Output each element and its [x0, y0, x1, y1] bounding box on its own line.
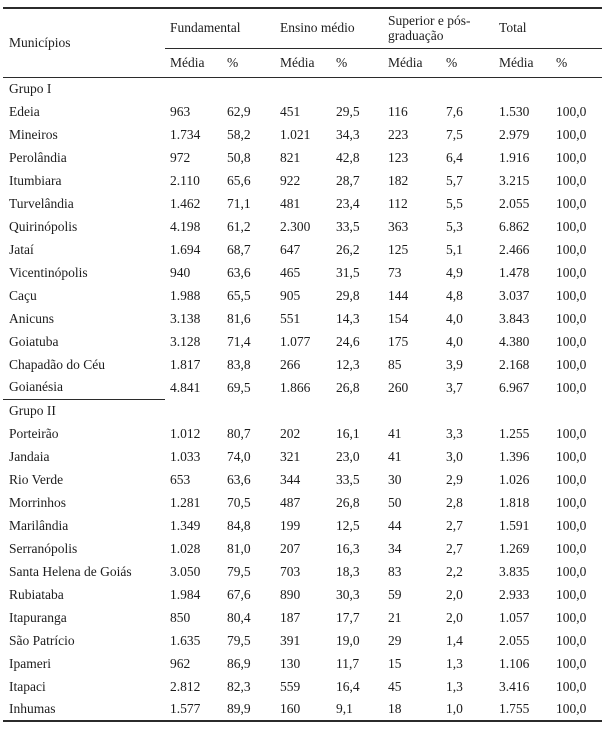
col-group-ensino-medio: Ensino médio	[275, 8, 383, 48]
media-value-cell: 41	[388, 425, 402, 441]
media-value-cell: 1.012	[170, 425, 201, 441]
media-value-cell: 890	[280, 586, 301, 602]
pct-value-cell: 29,5	[336, 103, 360, 119]
pct-value-cell: 65,6	[227, 172, 251, 188]
col-group-total: Total	[494, 8, 602, 48]
pct-value-cell: 2,9	[446, 471, 463, 487]
media-value-cell: 123	[388, 149, 409, 165]
pct-value-cell: 2,8	[446, 494, 463, 510]
pct-value-cell: 89,9	[227, 701, 251, 716]
media-value-cell: 260	[388, 379, 409, 395]
table-row	[3, 583, 602, 606]
subheader-pct: %	[222, 48, 275, 77]
media-value-cell: 1.281	[170, 494, 201, 510]
media-value-cell: 2.055	[499, 195, 530, 211]
media-value-cell: 160	[280, 701, 301, 716]
media-value-cell: 487	[280, 494, 301, 510]
media-value-cell: 3.843	[499, 310, 530, 326]
pct-value-cell: 86,9	[227, 655, 251, 671]
media-value-cell: 1.462	[170, 195, 201, 211]
media-value-cell: 3.215	[499, 172, 530, 188]
media-value-cell: 223	[388, 126, 409, 142]
media-value-cell: 1.694	[170, 241, 201, 257]
pct-value-cell: 5,3	[446, 218, 463, 234]
pct-value-cell: 71,4	[227, 333, 251, 349]
pct-value-cell: 100,0	[556, 609, 587, 625]
pct-value-cell: 100,0	[556, 126, 587, 142]
media-value-cell: 3.050	[170, 563, 201, 579]
pct-value-cell: 61,2	[227, 218, 251, 234]
pct-value-cell: 23,4	[336, 195, 360, 211]
pct-value-cell: 84,8	[227, 517, 251, 533]
media-value-cell: 1.033	[170, 448, 201, 464]
pct-value-cell: 26,8	[336, 494, 360, 510]
media-value-cell: 391	[280, 632, 301, 648]
pct-value-cell: 100,0	[556, 149, 587, 165]
municipio-cell: Mineiros	[9, 126, 58, 142]
municipio-cell: Itapuranga	[9, 609, 67, 625]
table-header	[3, 8, 602, 77]
table-row	[3, 629, 602, 652]
media-value-cell: 85	[388, 356, 402, 372]
media-value-cell: 50	[388, 494, 402, 510]
table-row	[3, 353, 602, 376]
media-value-cell: 154	[388, 310, 409, 326]
table-row	[3, 215, 602, 238]
pct-value-cell: 1,0	[446, 701, 463, 716]
pct-value-cell: 4,0	[446, 333, 463, 349]
pct-value-cell: 2,2	[446, 563, 463, 579]
media-value-cell: 2.300	[280, 218, 311, 234]
pct-value-cell: 100,0	[556, 103, 587, 119]
media-value-cell: 3.835	[499, 563, 530, 579]
municipio-cell: Rio Verde	[9, 471, 64, 487]
table-row	[3, 169, 602, 192]
municipio-cell: Ipameri	[9, 655, 51, 671]
media-value-cell: 905	[280, 287, 301, 303]
media-value-cell: 1.988	[170, 287, 201, 303]
municipio-cell: Serranópolis	[9, 540, 78, 556]
media-value-cell: 1.577	[170, 701, 201, 716]
pct-value-cell: 42,8	[336, 149, 360, 165]
pct-value-cell: 100,0	[556, 172, 587, 188]
table-row	[3, 123, 602, 146]
media-value-cell: 45	[388, 678, 402, 694]
pct-value-cell: 58,2	[227, 126, 251, 142]
pct-value-cell: 7,5	[446, 126, 463, 142]
table-body	[3, 77, 602, 721]
media-value-cell: 1.028	[170, 540, 201, 556]
pct-value-cell: 16,1	[336, 425, 360, 441]
media-value-cell: 465	[280, 264, 301, 280]
media-value-cell: 2.055	[499, 632, 530, 648]
media-value-cell: 4.198	[170, 218, 201, 234]
pct-value-cell: 4,9	[446, 264, 463, 280]
media-value-cell: 6.862	[499, 218, 530, 234]
pct-value-cell: 16,4	[336, 678, 360, 694]
pct-value-cell: 100,0	[556, 425, 587, 441]
media-value-cell: 321	[280, 448, 301, 464]
pct-value-cell: 100,0	[556, 701, 587, 716]
subheader-media: Média	[494, 48, 551, 77]
pct-value-cell: 26,2	[336, 241, 360, 257]
media-value-cell: 703	[280, 563, 301, 579]
media-value-cell: 451	[280, 103, 301, 119]
media-value-cell: 821	[280, 149, 301, 165]
pct-value-cell: 80,7	[227, 425, 251, 441]
table-row	[3, 445, 602, 468]
group-label-row	[3, 399, 602, 422]
media-value-cell: 182	[388, 172, 409, 188]
media-value-cell: 3.037	[499, 287, 530, 303]
media-value-cell: 112	[388, 195, 408, 211]
pct-value-cell: 100,0	[556, 517, 587, 533]
table-row	[3, 100, 602, 123]
subheader-pct: %	[441, 48, 494, 77]
pct-value-cell: 7,6	[446, 103, 463, 119]
pct-value-cell: 19,0	[336, 632, 360, 648]
subheader-media: Média	[383, 48, 441, 77]
pct-value-cell: 81,6	[227, 310, 251, 326]
pct-value-cell: 12,5	[336, 517, 360, 533]
media-value-cell: 963	[170, 103, 191, 119]
media-value-cell: 175	[388, 333, 409, 349]
municipio-cell: Santa Helena de Goiás	[9, 563, 132, 579]
table-row	[3, 238, 602, 261]
media-value-cell: 125	[388, 241, 409, 257]
pct-value-cell: 9,1	[336, 701, 353, 716]
media-value-cell: 344	[280, 471, 301, 487]
table-row	[3, 376, 602, 399]
pct-value-cell: 80,4	[227, 609, 251, 625]
pct-value-cell: 18,3	[336, 563, 360, 579]
media-value-cell: 130	[280, 655, 301, 671]
media-value-cell: 1.755	[499, 701, 530, 716]
media-value-cell: 1.106	[499, 655, 530, 671]
pct-value-cell: 5,7	[446, 172, 463, 188]
pct-value-cell: 100,0	[556, 563, 587, 579]
pct-value-cell: 2,7	[446, 540, 463, 556]
pct-value-cell: 31,5	[336, 264, 360, 280]
media-value-cell: 850	[170, 609, 191, 625]
pct-value-cell: 71,1	[227, 195, 251, 211]
municipio-cell: Rubiataba	[9, 586, 64, 602]
media-value-cell: 2.933	[499, 586, 530, 602]
pct-value-cell: 30,3	[336, 586, 360, 602]
media-value-cell: 647	[280, 241, 301, 257]
media-value-cell: 59	[388, 586, 402, 602]
municipio-cell: Anicuns	[9, 310, 54, 326]
pct-value-cell: 100,0	[556, 241, 587, 257]
media-value-cell: 207	[280, 540, 301, 556]
media-value-cell: 1.396	[499, 448, 530, 464]
pct-value-cell: 23,0	[336, 448, 360, 464]
pct-value-cell: 5,5	[446, 195, 463, 211]
pct-value-cell: 3,3	[446, 425, 463, 441]
media-value-cell: 1.635	[170, 632, 201, 648]
pct-value-cell: 16,3	[336, 540, 360, 556]
pct-value-cell: 65,5	[227, 287, 251, 303]
municipio-cell: Jandaia	[9, 448, 50, 464]
media-value-cell: 2.168	[499, 356, 530, 372]
media-value-cell: 1.269	[499, 540, 530, 556]
pct-value-cell: 100,0	[556, 494, 587, 510]
municipio-cell: Goianésia	[3, 376, 165, 399]
table-row	[3, 307, 602, 330]
col-group-superior-pos-graduacao: Superior e pós-graduação	[383, 8, 494, 48]
pct-value-cell: 100,0	[556, 310, 587, 326]
pct-value-cell: 100,0	[556, 195, 587, 211]
media-value-cell: 4.841	[170, 379, 201, 395]
pct-value-cell: 79,5	[227, 632, 251, 648]
media-value-cell: 1.530	[499, 103, 530, 119]
media-value-cell: 1.984	[170, 586, 201, 602]
media-value-cell: 187	[280, 609, 301, 625]
pct-value-cell: 100,0	[556, 632, 587, 648]
media-value-cell: 4.380	[499, 333, 530, 349]
pct-value-cell: 100,0	[556, 264, 587, 280]
media-value-cell: 363	[388, 218, 409, 234]
pct-value-cell: 79,5	[227, 563, 251, 579]
media-value-cell: 21	[388, 609, 402, 625]
pct-value-cell: 14,3	[336, 310, 360, 326]
pct-value-cell: 70,5	[227, 494, 251, 510]
media-value-cell: 3.128	[170, 333, 201, 349]
pct-value-cell: 4,0	[446, 310, 463, 326]
media-value-cell: 1.255	[499, 425, 530, 441]
media-value-cell: 3.138	[170, 310, 201, 326]
pct-value-cell: 69,5	[227, 379, 251, 395]
media-value-cell: 1.818	[499, 494, 530, 510]
media-value-cell: 940	[170, 264, 191, 280]
column-group-header-row	[3, 8, 602, 48]
col-group-fundamental: Fundamental	[165, 8, 275, 48]
media-value-cell: 653	[170, 471, 191, 487]
pct-value-cell: 6,4	[446, 149, 463, 165]
media-value-cell: 1.817	[170, 356, 201, 372]
media-value-cell: 18	[388, 701, 402, 716]
pct-value-cell: 83,8	[227, 356, 251, 372]
pct-value-cell: 28,7	[336, 172, 360, 188]
media-value-cell: 2.979	[499, 126, 530, 142]
pct-value-cell: 1,3	[446, 678, 463, 694]
media-value-cell: 481	[280, 195, 301, 211]
media-value-cell: 922	[280, 172, 301, 188]
media-value-cell: 41	[388, 448, 402, 464]
municipio-cell: Porteirão	[9, 425, 59, 441]
table-row	[3, 284, 602, 307]
media-value-cell: 2.110	[170, 172, 200, 188]
media-value-cell: 972	[170, 149, 191, 165]
table-row	[3, 698, 602, 721]
group-label: Grupo I	[9, 80, 52, 96]
media-value-cell: 30	[388, 471, 402, 487]
media-value-cell: 73	[388, 264, 402, 280]
pct-value-cell: 100,0	[556, 678, 587, 694]
municipio-cell: Marilândia	[9, 517, 69, 533]
municipio-cell: Itumbiara	[9, 172, 62, 188]
municipio-cell: Chapadão do Céu	[9, 356, 105, 372]
pct-value-cell: 33,5	[336, 218, 360, 234]
pct-value-cell: 67,6	[227, 586, 251, 602]
municipio-cell: Jataí	[9, 241, 34, 257]
education-table	[3, 7, 602, 722]
media-value-cell: 15	[388, 655, 402, 671]
municipios-header: Municípios	[3, 8, 165, 77]
pct-value-cell: 100,0	[556, 379, 587, 395]
pct-value-cell: 74,0	[227, 448, 251, 464]
pct-value-cell: 3,7	[446, 379, 463, 395]
table-row	[3, 652, 602, 675]
media-value-cell: 2.466	[499, 241, 530, 257]
media-value-cell: 1.734	[170, 126, 201, 142]
table-row	[3, 330, 602, 353]
municipio-cell: Inhumas	[9, 701, 56, 716]
media-value-cell: 144	[388, 287, 409, 303]
municipio-cell: Morrinhos	[9, 494, 66, 510]
pct-value-cell: 100,0	[556, 287, 587, 303]
media-value-cell: 44	[388, 517, 402, 533]
media-value-cell: 1.866	[280, 379, 311, 395]
pct-value-cell: 1,3	[446, 655, 463, 671]
subheader-media: Média	[275, 48, 331, 77]
table-row	[3, 514, 602, 537]
municipio-cell: Itapaci	[9, 678, 46, 694]
table-row	[3, 675, 602, 698]
media-value-cell: 559	[280, 678, 301, 694]
pct-value-cell: 29,8	[336, 287, 360, 303]
pct-value-cell: 17,7	[336, 609, 360, 625]
media-value-cell: 34	[388, 540, 402, 556]
pct-value-cell: 100,0	[556, 471, 587, 487]
municipio-cell: Edeia	[9, 103, 40, 119]
pct-value-cell: 26,8	[336, 379, 360, 395]
table-row	[3, 261, 602, 284]
pct-value-cell: 50,8	[227, 149, 251, 165]
subheader-pct: %	[331, 48, 383, 77]
pct-value-cell: 81,0	[227, 540, 251, 556]
pct-value-cell: 2,7	[446, 517, 463, 533]
pct-value-cell: 63,6	[227, 471, 251, 487]
media-value-cell: 266	[280, 356, 301, 372]
pct-value-cell: 100,0	[556, 333, 587, 349]
media-value-cell: 1.077	[280, 333, 311, 349]
pct-value-cell: 11,7	[336, 655, 360, 671]
media-value-cell: 6.967	[499, 379, 530, 395]
pct-value-cell: 5,1	[446, 241, 463, 257]
table-row	[3, 146, 602, 169]
pct-value-cell: 63,6	[227, 264, 251, 280]
media-value-cell: 962	[170, 655, 191, 671]
municipio-cell: São Patrício	[9, 632, 75, 648]
pct-value-cell: 100,0	[556, 655, 587, 671]
media-value-cell: 551	[280, 310, 301, 326]
media-value-cell: 29	[388, 632, 402, 648]
table-row	[3, 606, 602, 629]
pct-value-cell: 62,9	[227, 103, 251, 119]
pct-value-cell: 3,9	[446, 356, 463, 372]
table-row	[3, 560, 602, 583]
group-label-row	[3, 77, 602, 100]
media-value-cell: 1.057	[499, 609, 530, 625]
pct-value-cell: 3,0	[446, 448, 463, 464]
municipio-cell: Goiatuba	[9, 333, 59, 349]
municipio-cell: Turvelândia	[9, 195, 74, 211]
pct-value-cell: 33,5	[336, 471, 360, 487]
media-value-cell: 1.478	[499, 264, 530, 280]
pct-value-cell: 34,3	[336, 126, 360, 142]
municipio-cell: Perolândia	[9, 149, 67, 165]
table-row	[3, 192, 602, 215]
pct-value-cell: 100,0	[556, 586, 587, 602]
table-row	[3, 491, 602, 514]
pct-value-cell: 4,8	[446, 287, 463, 303]
pct-value-cell: 100,0	[556, 540, 587, 556]
media-value-cell: 1.021	[280, 126, 311, 142]
pct-value-cell: 100,0	[556, 218, 587, 234]
table-row	[3, 422, 602, 445]
municipio-cell: Quirinópolis	[9, 218, 78, 234]
municipio-cell: Caçu	[9, 287, 37, 303]
pct-value-cell: 2,0	[446, 586, 463, 602]
pct-value-cell: 68,7	[227, 241, 251, 257]
pct-value-cell: 24,6	[336, 333, 360, 349]
media-value-cell: 83	[388, 563, 402, 579]
subheader-pct: %	[551, 48, 602, 77]
pct-value-cell: 2,0	[446, 609, 463, 625]
pct-value-cell: 100,0	[556, 448, 587, 464]
media-value-cell: 1.026	[499, 471, 530, 487]
media-value-cell: 116	[388, 103, 408, 119]
pct-value-cell: 12,3	[336, 356, 360, 372]
pct-value-cell: 100,0	[556, 356, 587, 372]
media-value-cell: 2.812	[170, 678, 201, 694]
media-value-cell: 199	[280, 517, 301, 533]
municipio-cell: Vicentinópolis	[9, 264, 88, 280]
media-value-cell: 202	[280, 425, 301, 441]
table-row	[3, 468, 602, 491]
table-row	[3, 537, 602, 560]
group-label: Grupo II	[9, 402, 56, 418]
media-value-cell: 3.416	[499, 678, 530, 694]
media-value-cell: 1.916	[499, 149, 530, 165]
subheader-media: Média	[165, 48, 222, 77]
media-value-cell: 1.349	[170, 517, 201, 533]
pct-value-cell: 1,4	[446, 632, 463, 648]
pct-value-cell: 82,3	[227, 678, 251, 694]
media-value-cell: 1.591	[499, 517, 530, 533]
